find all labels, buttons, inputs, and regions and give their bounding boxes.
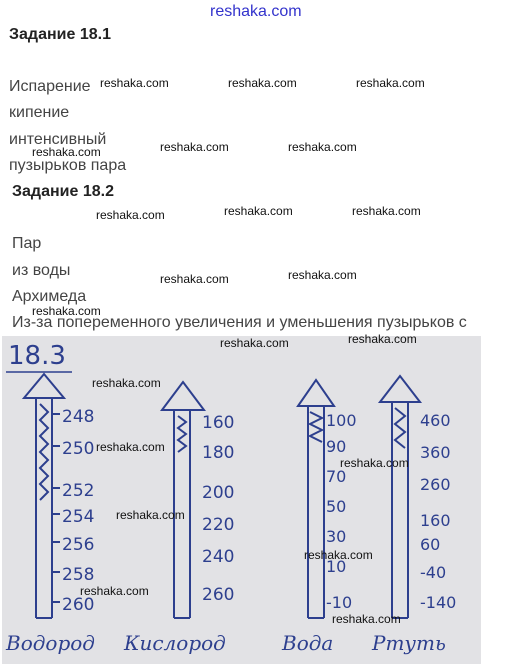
watermark-text: reshaka.com [160,140,229,154]
watermark-text: reshaka.com [356,76,425,90]
watermark-text: reshaka.com [288,268,357,282]
watermark-text: reshaka.com [228,76,297,90]
watermark-text: reshaka.com [288,140,357,154]
scale-value: 160 [420,511,451,530]
watermark-text: reshaka.com [32,145,101,159]
scale-value: 160 [202,413,235,433]
scale-value: 260 [62,595,95,615]
answer-line: Из-за попеременного увеличения и уменьшения пузырьков с [12,314,467,331]
watermark-text: reshaka.com [96,208,165,222]
scale-value: 360 [420,443,451,462]
substance-label: Ртуть [372,631,446,655]
scale-value: 90 [326,437,347,456]
watermark-text: reshaka.com [220,336,289,350]
scale-value: 240 [202,547,235,567]
watermark-text: reshaka.com [352,204,421,218]
scale-value: 100 [326,411,357,430]
watermark-text: reshaka.com [96,440,165,454]
substance-label: Водород [6,631,95,655]
task-18-1-title: Задание 18.1 [9,26,111,43]
answer-line: интенсивный [9,131,107,148]
answer-line: Испарение [9,78,91,95]
watermark-text: reshaka.com [100,76,169,90]
scale-value: 220 [202,515,235,535]
scale-value: 180 [202,443,235,463]
task-18-3-label: 18.3 [8,341,66,371]
scale-value: -10 [326,593,353,612]
watermark-text: reshaka.com [304,548,373,562]
scale-value: 70 [326,467,347,486]
answer-line: Пар [12,235,42,252]
scale-value: 248 [62,407,95,427]
watermark-text: reshaka.com [116,508,185,522]
watermark-text: reshaka.com [332,612,401,626]
watermark-text: reshaka.com [348,332,417,346]
answer-line: Архимеда [12,288,87,305]
scale-value: 30 [326,527,347,546]
scale-value: 254 [62,507,95,527]
scale-value: 258 [62,565,95,585]
task-18-2-title: Задание 18.2 [12,183,114,200]
scale-value: 10 [326,557,347,576]
scale-value: 260 [420,475,451,494]
site-brand-link[interactable]: reshaka.com [210,3,302,20]
watermark-text: reshaka.com [92,376,161,390]
scale-value: -40 [420,563,447,582]
scale-value: 50 [326,497,347,516]
answer-line: из воды [12,262,71,279]
answer-line: кипение [9,104,70,121]
scale-value: 250 [62,439,95,459]
watermark-text: reshaka.com [80,584,149,598]
handwritten-answer-photo [2,336,481,664]
scale-value: 200 [202,483,235,503]
watermark-text: reshaka.com [160,272,229,286]
watermark-text: reshaka.com [32,304,101,318]
watermark-text: reshaka.com [340,456,409,470]
scale-value: 60 [420,535,441,554]
scale-value: 252 [62,481,95,501]
substance-label: Вода [282,631,334,655]
substance-label: Кислород [124,631,226,655]
watermark-text: reshaka.com [224,204,293,218]
scale-value: 256 [62,535,95,555]
scale-value: -140 [420,593,457,612]
scale-value: 460 [420,411,451,430]
scale-value: 260 [202,585,235,605]
answer-line: пузырьков пара [9,157,127,174]
